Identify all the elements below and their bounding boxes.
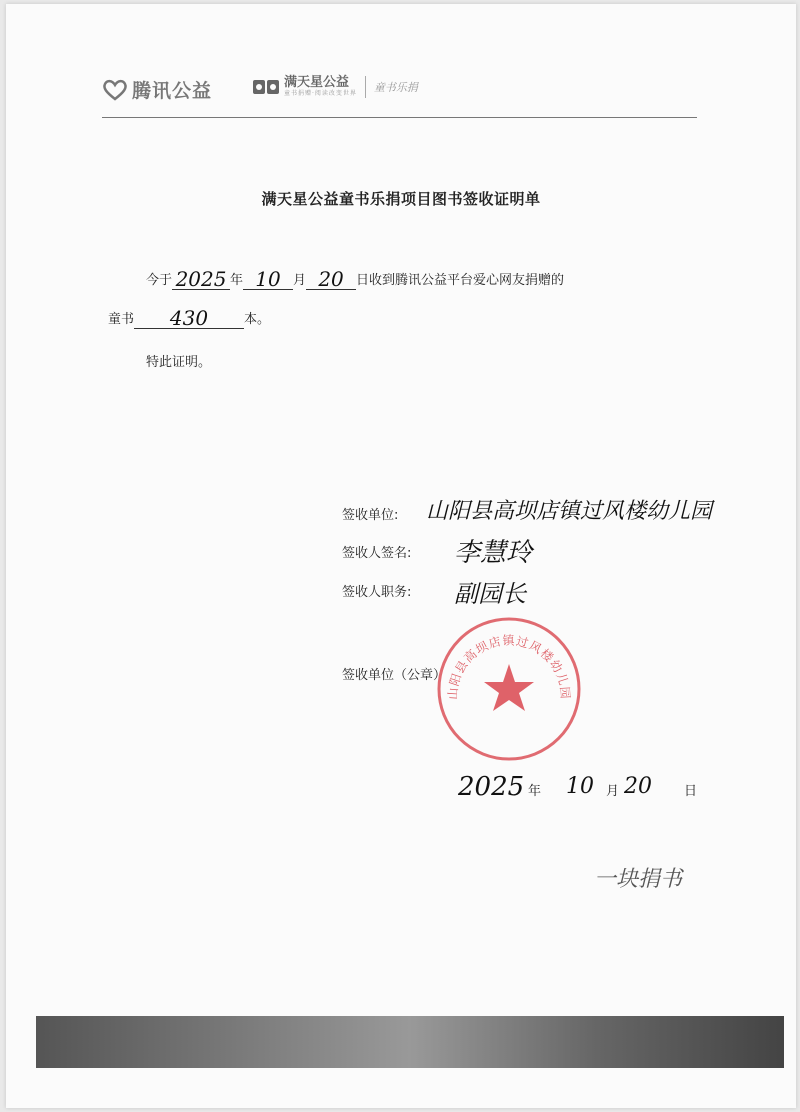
official-seal xyxy=(436,616,582,762)
receiving-unit-handwritten: 山阳县高坝店镇过风楼幼儿园 xyxy=(426,499,713,524)
date-month-handwritten: 10 xyxy=(566,774,594,799)
receiving-unit-label: 签收单位: xyxy=(342,508,399,523)
date-month-unit: 月 xyxy=(606,784,620,799)
mtx-logo-text: 满天星公益 xyxy=(284,75,350,90)
p1-suffix: 日收到腾讯公益平台爱心网友捐赠的 xyxy=(356,273,565,288)
signer-label: 签收人签名: xyxy=(342,546,412,561)
date-year-handwritten: 2025 xyxy=(458,772,525,802)
p1-prefix: 今于 xyxy=(146,273,173,288)
date-day-unit: 日 xyxy=(684,784,698,799)
date-year-unit: 年 xyxy=(528,784,542,799)
day-field: 20 xyxy=(306,269,356,290)
paragraph-count xyxy=(108,308,270,329)
header-divider xyxy=(102,117,697,118)
month-unit: 月 xyxy=(293,273,307,288)
p2-prefix: 童书 xyxy=(108,312,135,327)
date-day-handwritten: 20 xyxy=(624,774,652,799)
document-page xyxy=(6,4,796,1108)
seal-label: 签收单位（公章） xyxy=(342,668,447,683)
heart-icon xyxy=(102,79,128,101)
star-icon xyxy=(484,664,534,711)
month-field: 10 xyxy=(243,269,293,290)
book-logo-icon xyxy=(252,77,280,97)
document-title: 满天星公益童书乐捐项目图书签收证明单 xyxy=(261,190,541,208)
paragraph-receipt xyxy=(146,269,564,290)
position-label: 签收人职务: xyxy=(342,585,412,600)
header xyxy=(102,72,697,120)
paragraph-certify: 特此证明。 xyxy=(146,355,212,370)
mtx-charity-logo xyxy=(252,76,418,98)
stamp-text: 山阳县高坝店镇过风楼幼儿园 xyxy=(445,633,573,701)
scan-edge-bar xyxy=(36,1016,784,1068)
signer-handwritten: 李慧玲 xyxy=(454,538,533,568)
books-count-field: 430 xyxy=(134,308,244,329)
mtx-logo-sub: 童书捐赠·阅读改变世界 xyxy=(284,90,357,97)
position-handwritten: 副园长 xyxy=(454,580,526,608)
tencent-charity-logo xyxy=(102,76,212,103)
logo-divider xyxy=(365,76,366,98)
mtx-logo-extra: 童书乐捐 xyxy=(373,81,418,94)
year-field: 2025 xyxy=(172,269,230,290)
p2-suffix: 本。 xyxy=(244,312,271,327)
tencent-logo-text: 腾讯公益 xyxy=(132,80,213,102)
handwritten-note: 一块捐书 xyxy=(594,867,683,892)
year-unit: 年 xyxy=(230,273,244,288)
